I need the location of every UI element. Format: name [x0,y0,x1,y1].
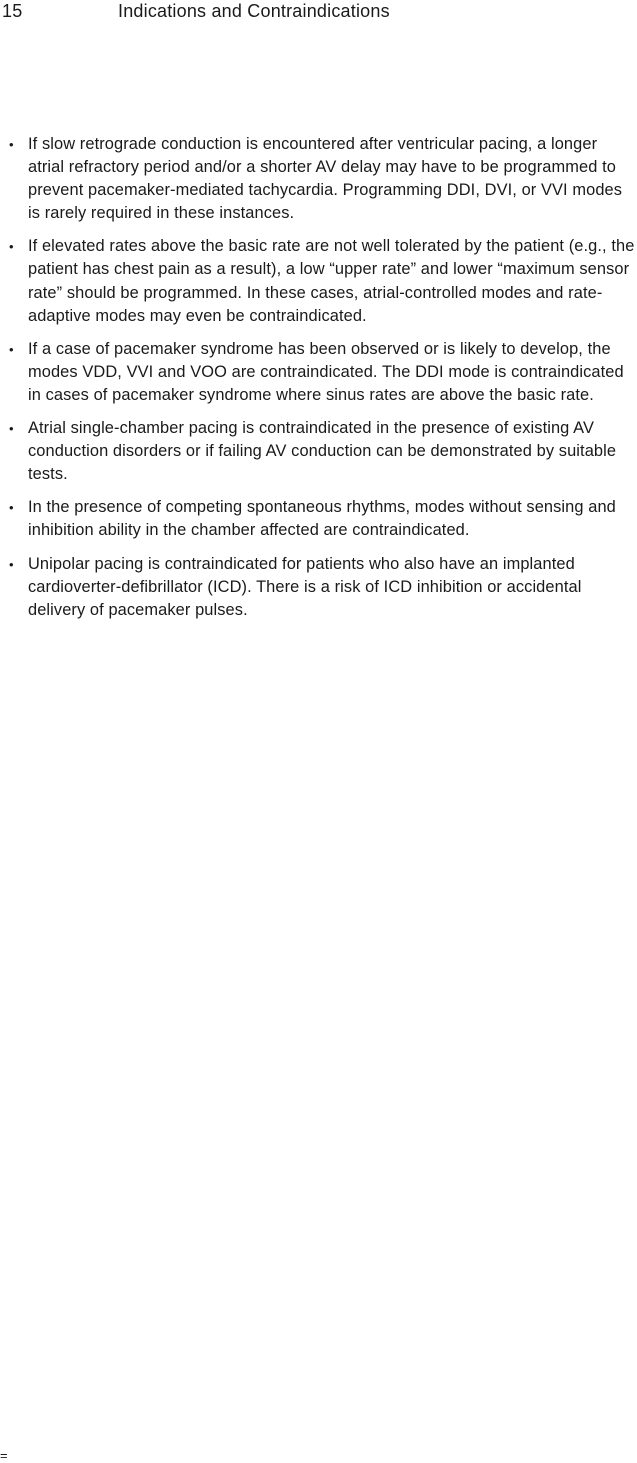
list-item-text: If elevated rates above the basic rate are not well tolerated by the patient (e.g., the patient has chest pain as a result), a low “upper rate” and lower “maximum sensor rate” should be programmed. In these cases, atrial-controlled modes and rate-adaptive modes may even be contraindicated. [28,237,635,325]
bullet-icon: • [9,137,14,152]
list-item [0,338,637,407]
list-item [0,417,637,486]
bullet-icon: • [9,556,14,572]
contraindications-list [0,133,637,632]
list-item [0,496,637,542]
page-number: 15 [2,1,23,21]
section-title: Indications and Contraindications [118,1,390,21]
list-item [0,235,637,327]
footer-mark: = [0,1448,8,1463]
list-item [0,133,637,225]
bullet-icon: • [9,500,14,516]
page-header [0,0,637,24]
list-item-text: If a case of pacemaker syndrome has been observed or is likely to develop, the modes VDD, VVI and VOO are contraindicated. The DDI mode is contraindicated in cases of pacemaker syndrome where sinus rates are above the basic rate. [28,339,624,404]
list-item-text: In the presence of competing spontaneous rhythms, modes without sensing and inhibition ability in the chamber affected are contraindicated. [28,498,616,540]
list-item-text: Atrial single-chamber pacing is contraindicated in the presence of existing AV conduction disorders or if failing AV conduction can be demonstrated by suitable tests. [28,419,617,484]
list-item [0,553,637,622]
bullet-icon: • [9,421,14,437]
bullet-icon: • [9,341,14,357]
list-item-text: Unipolar pacing is contraindicated for patients who also have an implanted cardioverter-defibrillator (ICD). There is a risk of ICD inhibition or accidental delivery of pacemaker pulses. [28,554,582,619]
list-item-text: If slow retrograde conduction is encountered after ventricular pacing, a longer atrial refractory period and/or a shorter AV delay may have to be programmed to prevent pacemaker-mediated tachycardia. Programming DDI, DVI, or VVI modes is rarely required in these instances. [28,135,623,223]
bullet-icon: • [9,239,14,255]
